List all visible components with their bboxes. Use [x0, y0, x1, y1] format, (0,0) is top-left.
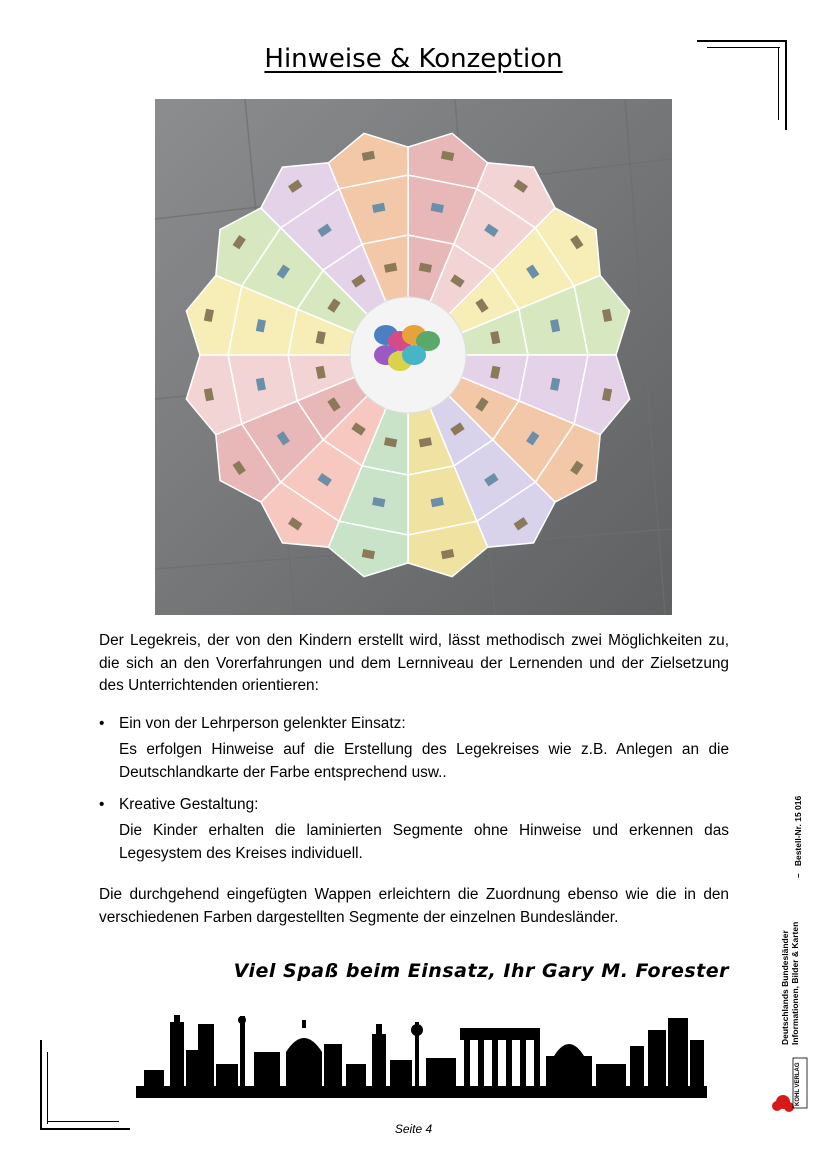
closing-paragraph: Die durchgehend eingefügten Wappen erleichtern die Zuordnung ebenso wie die in den verschiedenen Farben dargestellten Segmente der einzelnen Bundesländer. [99, 886, 729, 926]
intro-paragraph: Der Legekreis, der von den Kindern erstellt wird, lässt methodisch zwei Möglichkeiten zu, die sich an den Vorerfahrungen und dem Lernniveau der Lernenden und der Zielsetzung des Unterrichtenden orientieren: [99, 632, 729, 694]
sidebar-series-title: Deutschlands Bundesländer Informationen, Bilder & Karten [780, 921, 800, 1045]
corner-bottom-left-line-v2 [47, 1052, 48, 1124]
page-number: Seite 4 [394, 1122, 433, 1136]
corner-top-right-line-h [697, 40, 787, 42]
page-title: Hinweise & Konzeption [264, 44, 563, 74]
publisher-logo [769, 1048, 809, 1116]
germany-map-region [402, 345, 426, 365]
bullet-heading: Kreative Gestaltung: [119, 796, 259, 813]
corner-bottom-left-line-v [40, 1040, 42, 1130]
bullet-marker: • [99, 715, 105, 732]
legekreis-illustration [155, 99, 672, 615]
kohl-verlag-logo-icon [769, 1048, 809, 1116]
sidebar-order-number: – Bestell-Nr. 15 016 [793, 795, 803, 878]
bullet-marker: • [99, 796, 105, 813]
bullet-text: Es erfolgen Hinweise auf die Erstellung des Legekreises wie z.B. Anlegen an die Deutschlandkarte der Farbe entsprechend usw.. [119, 741, 729, 781]
signature: Viel Spaß beim Einsatz, Ihr Gary M. Forester [233, 960, 729, 982]
bullet-text: Die Kinder erhalten die laminierten Segmente ohne Hinweise und erkennen das Legesystem des Kreises individuell. [119, 822, 729, 862]
bullet-heading: Ein von der Lehrperson gelenkter Einsatz: [119, 715, 406, 732]
publisher-name: KOHL VERLAG [795, 1062, 801, 1106]
legekreis-photo [155, 99, 672, 615]
skyline-illustration [136, 1012, 707, 1098]
